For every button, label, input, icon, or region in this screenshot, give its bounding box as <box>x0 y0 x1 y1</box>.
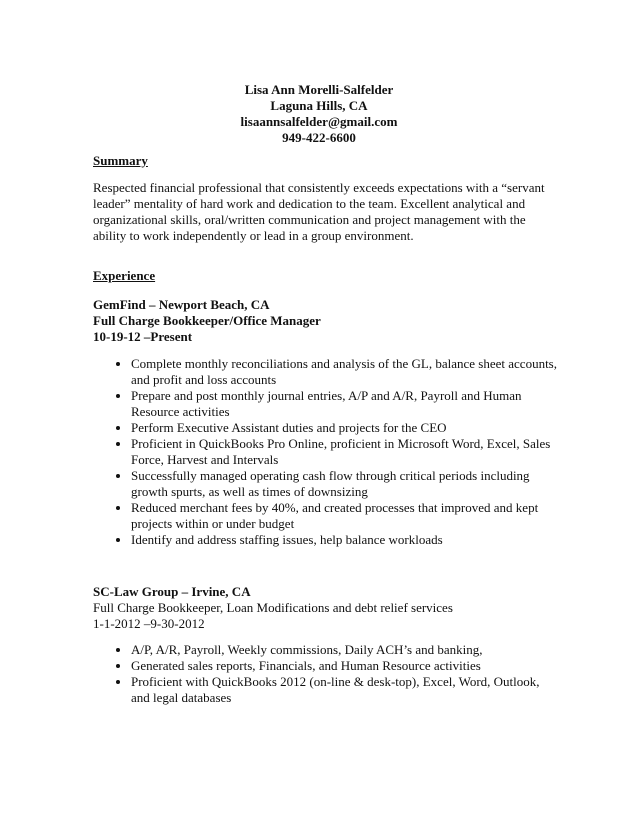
bullet-text: Force, Harvest and Intervals <box>131 452 279 467</box>
location: Laguna Hills, CA <box>270 98 368 113</box>
bullet-icon <box>116 474 120 478</box>
summary-line: organizational skills, oral/written communication and project management with the <box>93 212 526 227</box>
bullet-icon <box>116 664 120 668</box>
phone: 949-422-6600 <box>282 130 356 145</box>
bullet-icon <box>116 648 120 652</box>
list-item <box>116 468 556 500</box>
job-company: GemFind – Newport Beach, CA <box>93 297 270 312</box>
job-company: SC-Law Group – Irvine, CA <box>93 584 251 599</box>
list-item <box>116 388 556 420</box>
summary-line: leader” mentality of hard work and dedication to the team. Excellent analytical and <box>93 196 526 211</box>
bullet-text: Identify and address staffing issues, help balance workloads <box>131 532 443 547</box>
list-item <box>116 642 556 658</box>
bullet-text: Prepare and post monthly journal entries, A/P and A/R, Payroll and Human <box>131 388 522 403</box>
bullet-icon <box>116 442 120 446</box>
list-item <box>116 436 556 468</box>
job-dates: 10-19-12 –Present <box>93 329 193 344</box>
bullet-text: Perform Executive Assistant duties and projects for the CEO <box>131 420 447 435</box>
summary-heading: Summary <box>93 153 148 168</box>
list-item <box>116 420 556 436</box>
bullet-text: Reduced merchant fees by 40%, and created processes that improved and kept <box>131 500 539 515</box>
job-header-gemfind <box>93 297 321 345</box>
bullet-text: A/P, A/R, Payroll, Weekly commissions, Daily ACH’s and banking, <box>131 642 483 657</box>
bullet-text: Resource activities <box>131 404 230 419</box>
full-name: Lisa Ann Morelli-Salfelder <box>244 82 394 97</box>
bullet-text: and legal databases <box>131 690 232 705</box>
experience-heading: Experience <box>93 268 156 283</box>
list-item <box>116 658 556 674</box>
bullet-icon <box>116 680 120 684</box>
email: lisaannsalfelder@gmail.com <box>240 114 398 129</box>
bullet-text: and profit and loss accounts <box>131 372 277 387</box>
summary-paragraph <box>93 180 543 244</box>
job-bullets-gemfind <box>116 356 556 548</box>
bullet-text: Generated sales reports, Financials, and Human Resource activities <box>131 658 481 673</box>
list-item <box>116 356 556 388</box>
bullet-icon <box>116 538 120 542</box>
job-role: Full Charge Bookkeeper, Loan Modifications and debt relief services <box>93 600 453 615</box>
bullet-text: projects within or under budget <box>131 516 295 531</box>
summary-line: ability to work independently or lead in a group environment. <box>93 228 414 243</box>
bullet-text: Complete monthly reconciliations and analysis of the GL, balance sheet accounts, <box>131 356 557 371</box>
bullet-icon <box>116 362 120 366</box>
job-role: Full Charge Bookkeeper/Office Manager <box>93 313 321 328</box>
job-dates: 1-1-2012 –9-30-2012 <box>93 616 205 631</box>
bullet-text: Proficient in QuickBooks Pro Online, proficient in Microsoft Word, Excel, Sales <box>131 436 551 451</box>
list-item <box>116 674 556 706</box>
bullet-icon <box>116 394 120 398</box>
list-item <box>116 500 556 532</box>
bullet-icon <box>116 506 120 510</box>
contact-header <box>0 82 638 146</box>
job-bullets-sc-law <box>116 642 556 706</box>
bullet-text: Proficient with QuickBooks 2012 (on-line & desk-top), Excel, Word, Outlook, <box>131 674 540 689</box>
bullet-text: growth spurts, as well as times of downsizing <box>131 484 368 499</box>
list-item <box>116 532 556 548</box>
summary-line: Respected financial professional that consistently exceeds expectations with a “servant <box>93 180 545 195</box>
job-header-sc-law <box>93 584 453 632</box>
bullet-text: Successfully managed operating cash flow through critical periods including <box>131 468 530 483</box>
bullet-icon <box>116 426 120 430</box>
